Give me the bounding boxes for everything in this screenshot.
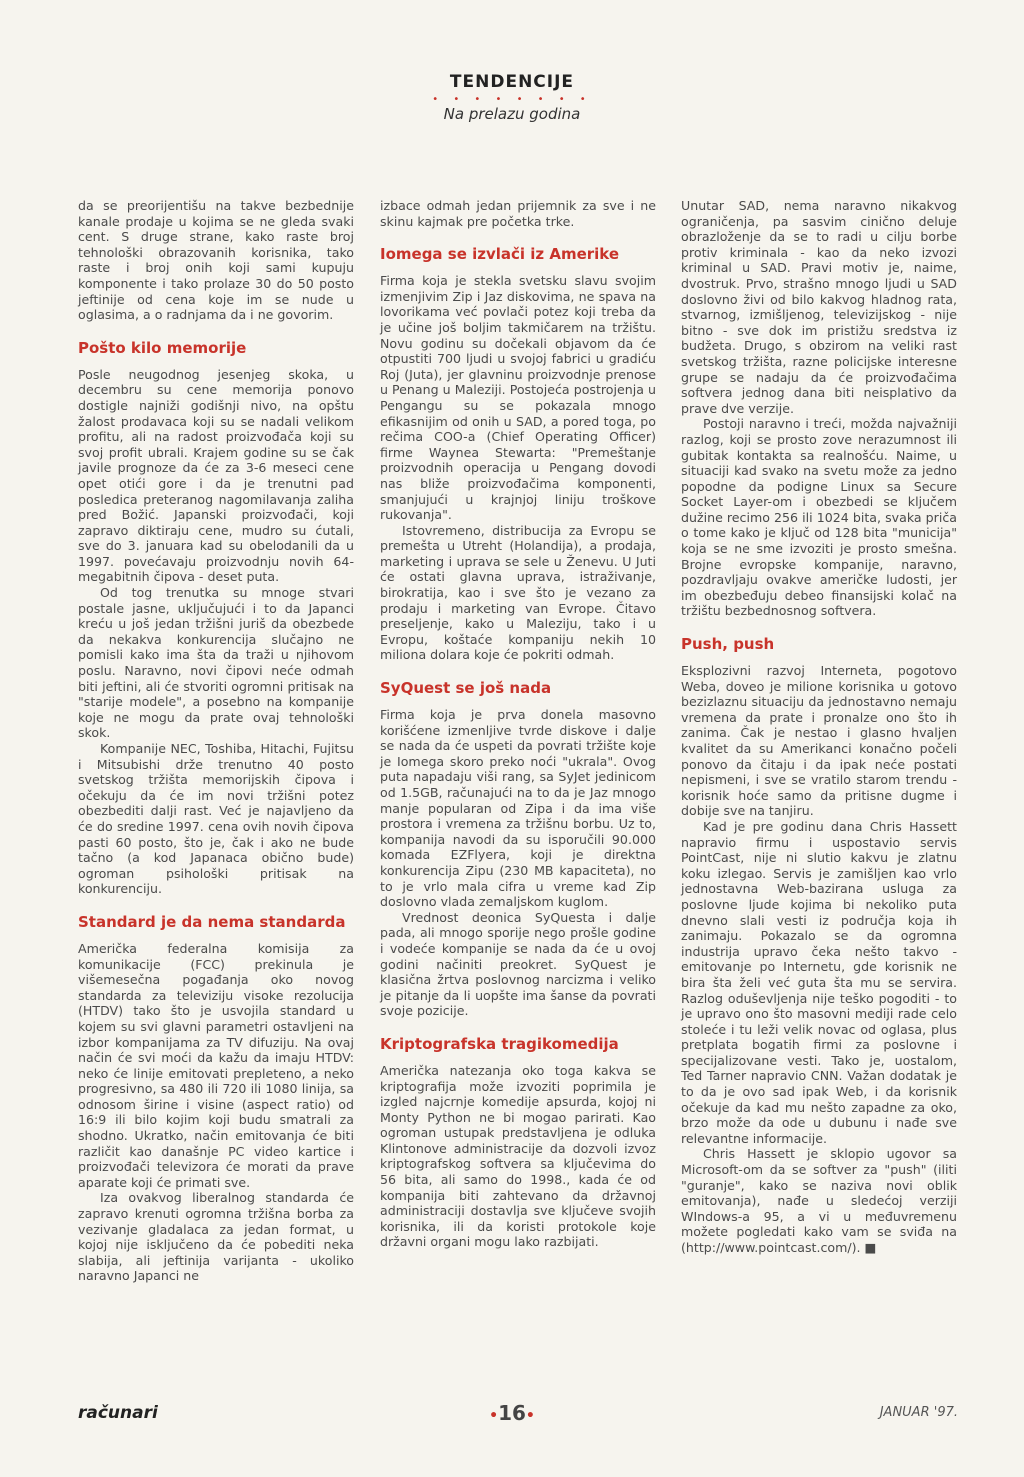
page-subtitle: Na prelazu godina xyxy=(443,105,581,123)
page-number: 16 xyxy=(498,1401,526,1425)
article-column-3 xyxy=(681,198,957,1256)
article-paragraph: Američka federalna komisija za komunikacije (FCC) prekinula je višemesečna pogađanja oko novog standarda za televiziju visoke rezolucija (HTDV) tako što je usvojila standard u kojem su svi glavni parametri ostavljeni na izbor kompanijama za TV difuziju. Na ovaj način će svi moći da kažu da imaju HTDV: neko će linije emitovati prepleteno, a neko progresivno, sa 480 ili 720 ili 1080 linija, sa odnosom širine i visine (aspect ratio) od 16:9 ili bilo kojim koji budu smatrali za shodno. Ukratko, način emitovanja će biti različit kao današnje PC video kartice i proizvođači televizora će morati da prave aparate koji će primati sve. xyxy=(78,940,354,1190)
magazine-brand: računari xyxy=(78,1403,158,1423)
article-paragraph: Postoji naravno i treći, možda najvažniji razlog, koji se prosto zove nerazumnost ili gubitak kontakta sa realnošću. Naime, u situaciji kad svako na svetu može za jedno popodne da podigne Linux sa Secure Socket Layer-om i obezbedi se ključem dužine recimo 256 ili 1024 bita, svaka priča o tome kako je ključ od 128 bita "municija" koja se ne sme izvoziti je prosto smešna. Brojne evropske kompanije, naravno, pozdravljaju ovakve američke ludosti, jer im obezbeđuju debeo finansijski kolač na tržištu bezbednosnog softvera. xyxy=(681,416,957,619)
article-paragraph: Vrednost deonica SyQuesta i dalje pada, ali mnogo sporije nego prošle godine i vodeće kompanije se nada da će u ovoj godini načiniti preokret. SyQuest je klasična žrtva poslovnog narcizma i veliko je pitanje da li uopšte ima šanse da povrati svoje pozicije. xyxy=(380,909,656,1019)
article-paragraph: da se preorijentišu na takve bezbednije kanale prodaje u kojima se ne gleda svaki cent. S druge strane, kako raste broj tehnološki obrazovanih korisnika, tako raste i broj onih koji sami kupuju komponente i tako prolaze 30 do 50 posto jeftinije od cena koje im se nude u oglasima, a o radnjama da i ne govorim. xyxy=(78,198,354,323)
article-paragraph: Chris Hassett je sklopio ugovor sa Microsoft-om da se softver za "push" (iliti "guranje", kako se naziva novi oblik emitovanja), nađe u sledećoj verziji WIndows-a 95, a vi u međuvremenu možete pogledati kako vam se sviđa na (http://www.pointcast.com/). ■ xyxy=(681,1146,957,1255)
section-heading: Push, push xyxy=(681,635,775,654)
page-number-block: •16• xyxy=(489,1401,535,1425)
article-paragraph: Od tog trenutka su mnoge stvari postale jasne, uključujući i to da Japanci kreću u još jedan tržišni juriš da obezbede da nekakva konkurencija slučajno ne pomisli kako ima šta da traži u njihovom poslu. Naravno, novi čipovi neće odmah biti jeftini, ali će stvoriti ogromni pritisak na "starije modele", a posebno na kompanije koje ne mogu da prate ovaj tehnološki skok. xyxy=(78,585,354,741)
article-paragraph: izbace odmah jedan prijemnik za sve i ne skinu kajmak pre početka trke. xyxy=(380,198,656,229)
section-heading: Iomega se izvlači iz Amerike xyxy=(380,245,620,264)
section-heading: Standard je da nema standarda xyxy=(78,912,346,931)
article-column-1 xyxy=(78,198,354,1284)
article-paragraph: Eksplozivni razvoj Interneta, pogotovo Weba, doveo je milione korisnika u gotovo bezizlaznu situaciju da jednostavno nemaju vremena da prate i pronalze ono što ih zanima. Čak je nestao i glasno hvaljen kvalitet da su Amerikanci konačno počeli ponovo da čitaju i da ipak neće postati nepismeni, i sve se vratilo starom trendu - korisnik hoće samo da pritisne dugme i dobije sve na tanjiru. xyxy=(681,663,957,819)
issue-date: JANUAR '97. xyxy=(879,1405,958,1420)
article-paragraph: Istovremeno, distribucija za Evropu se premešta u Utreht (Holandija), a prodaja, marketing i uprava se sele u Ženevu. U Juti će ostati glavna uprava, istraživanje, birokratija, kao i sve što je vezano za prodaju i marketing van Evrope. Čitavo preseljenje, kako u Maleziju, tako i u Evropu, koštaće kompaniju nekih 10 miliona dolara koje će pokriti odmah. xyxy=(380,522,656,663)
article-paragraph: Američka natezanja oko toga kakva se kriptografija može izvoziti poprimila je izgled najcrnje komedije apsurda, kojoj ni Monty Python ne bi mogao parirati. Kao ogroman ustupak predstavljena je odluka Klintonove administracije da dozvoli izvoz kriptografskog softvera sa ključevima do 56 bita, ali samo do 1998., kada će od kompanija biti zahtevano da državnoj administraciji dostavlja sve ključeve svojih korisnika, ili da koristi protokole koje državni organi mogu lako razbijati. xyxy=(380,1062,656,1250)
page-header xyxy=(0,72,1024,123)
page-footer xyxy=(0,1403,1024,1427)
article-column-2 xyxy=(380,198,656,1250)
section-title: TENDENCIJE xyxy=(449,72,575,92)
article-paragraph: Firma koja je prva donela masovno korišćene izmenljive tvrde diskove i dalje se nada da će uspeti da povrati tržište koje je Iomega skoro preko noći "ukrala". Ovog puta napadaju viši rang, sa SyJet jedinicom od 1.5GB, računajući na to da je Jaz mnogo manje popularan od Zipa i da ima više prostora i vremena za tržišnu borbu. Uz to, kompanija navodi da su isporučili 90.000 komada EZFlyera, koji je direktna konkurencija Zipu (230 MB kapaciteta), no to je vrlo mala cifra u vreme kad Zip doslovno vlada zemaljskom kuglom. xyxy=(380,707,656,910)
section-heading: SyQuest se još nada xyxy=(380,679,552,698)
article-paragraph: Kad je pre godinu dana Chris Hassett napravio firmu i uspostavio servis PointCast, nije ni slutio kakvu je zlatnu koku izlegao. Servis je zamišljen kao vrlo jednostavna Web-bazirana usluga za poslovne ljude kojima bi nekoliko puta dnevno slali vesti iz područja koja ih zanimaju. Pokazalo se da ogromna industrija upravo čeka nešto takvo - emitovanje po Internetu, gde korisnik ne bira šta želi već guta šta mu se servira. Razlog oduševljenja nije teško pogoditi - to je upravo ono što masovni mediji rade celo stoleće i tu leži velik novac od oglasa, plus pretplata bogatih firmi za poslovne i specijalizovane vesti. Tako je, uostalom, Ted Tarner napravio CNN. Važan dodatak je to da je ovo sad ipak Web, i da korisnik očekuje da kad mu nešto zapadne za oko, brzo može da ode u dubunu i nađe sve relevantne informacije. xyxy=(681,818,957,1146)
article-paragraph: Unutar SAD, nema naravno nikakvog ograničenja, pa sasvim cinično deluje obrazloženje da se to radi u cilju borbe protiv kriminala - kao da neko izvozi kriminal u SAD. Pravi motiv je, naime, dvostruk. Prvo, strašno mnogo ljudi u SAD doslovno živi od bilo kakvog hladnog rata, stvarnog, izmišljenog, televizijskog - nije bitno - sve dok im pristižu sredstva iz budžeta. Drugo, s obzirom na veliki rast svetskog tržišta, razne policijske interesne grupe se nadaju da će proizvođačima softvera jednog dana biti neisplativo da prave dve verzije. xyxy=(681,198,957,416)
article-paragraph: Firma koja je stekla svetsku slavu svojim izmenjivim Zip i Jaz diskovima, ne spava na lovorikama već povlači potez koji treba da je učine još boljim takmičarem na tržištu. Novu godinu su dočekali objavom da će otpustiti 700 ljudi u svojoj fabrici u gradiću Roj (Juta), jer glavninu proizvodnje prenose u Penang u Maleziji. Postojeća postrojenja u Pengangu su se pokazala mnogo efikasnijim od onih u SAD, a pored toga, po rečima COO-a (Chief Operating Officer) firme Waynea Stewarta: "Premeštanje proizvodnih operacija u Pengang dovodi nas bliže proizvođačima komponenti, smanjujući u krajnjoj liniju troškove rukovanja". xyxy=(380,273,656,523)
section-heading: Pošto kilo memorije xyxy=(78,338,247,357)
section-heading: Kriptografska tragikomedija xyxy=(380,1034,619,1053)
article-paragraph: Posle neugodnog jesenjeg skoka, u decembru su cene memorija ponovo dostigle najniži godišnji nivo, na opštu žalost prodavaca koji su se nadali velikom profitu, ali na radost proizvođača koji su svoj profit ubrali. Krajem godine su se čak javile prognoze da će za 3-6 meseci cene opet otići gore i da je trenutni pad posledica preteranog nagomilavanja zaliha pred Božić. Japanski proizvođači, koji zapravo diktiraju cene, mudro su ćutali, sve do 3. januara kad su obelodanili da u 1997. povećavaju proizvodnju novih 64-megabitnih čipova - deset puta. xyxy=(78,366,354,585)
article-paragraph: Iza ovakvog liberalnog standarda će zapravo krenuti ogromna tržišna borba za vezivanje gladalaca za jedan format, u kojoj nije isključeno da će pobediti neka slabija, ali jeftinija varijanta - ukoliko naravno Japanci ne xyxy=(78,1190,354,1284)
article-paragraph: Kompanije NEC, Toshiba, Hitachi, Fujitsu i Mitsubishi drže trenutno 40 posto svetskog tržišta memorijskih čipova i očekuju da će im novi tržišni potez obezbediti dalji rast. Već je najavljeno da će do sredine 1997. cena ovih novih čipova pasti 60 posto, što je, čak i ako ne bude tačno (a kod Japanaca obično bude) ogroman psihološki pritisak na konkurenciju. xyxy=(78,741,354,897)
header-dots: • • • • • • • • xyxy=(432,94,592,105)
